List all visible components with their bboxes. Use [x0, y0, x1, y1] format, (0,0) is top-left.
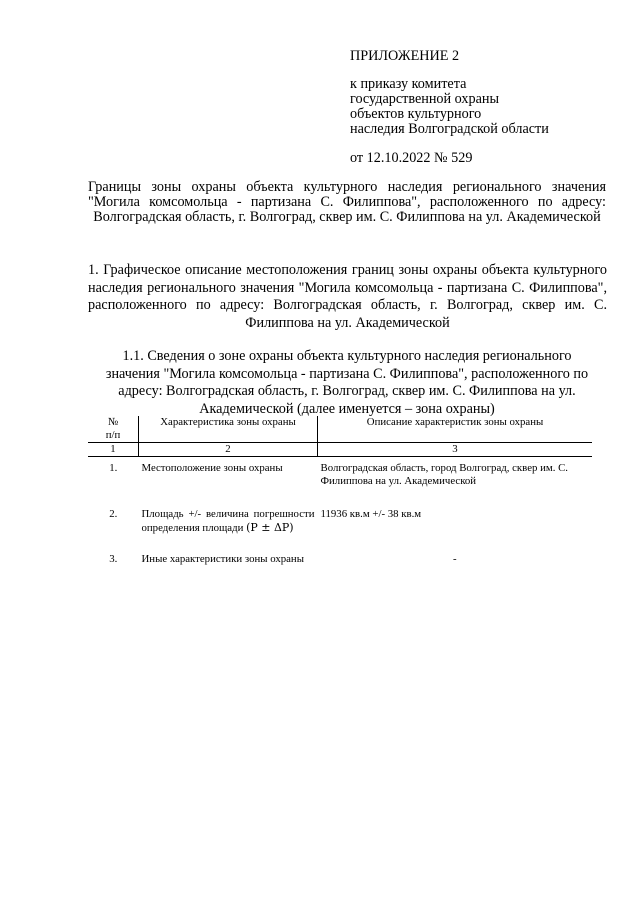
- header-characteristic: Характеристика зоны охраны: [139, 416, 318, 443]
- header-num: [88, 416, 139, 443]
- appendix-line: к приказу комитета: [350, 76, 467, 92]
- row-number: 1.: [109, 462, 118, 474]
- column-number: 2: [139, 443, 318, 457]
- table-row: [88, 535, 592, 566]
- row-number: 2.: [109, 508, 118, 520]
- appendix-title: ПРИЛОЖЕНИЕ 2: [350, 48, 460, 64]
- appendix-line: государственной охраны: [350, 91, 500, 107]
- subsection-1-1-heading: 1.1. Сведения о зоне охраны объекта культурного наследия регионального значения "Могила комсомольца - партизана С. Филиппова", расположенного по адресу: Волгоградская область, г. Волгоград, сквер им. С. Филиппова на ул. Академической (далее именуется – зона охраны): [105, 348, 589, 417]
- section-1-heading: 1. Графическое описание местоположения границ зоны охраны объекта культурного наследия регионального значения "Могила комсомольца - партизана С. Филиппова", расположенного по адресу: Волгоградская область, г. Волгоград, сквер им. С. Филиппова на ул. Академической: [88, 262, 607, 331]
- header-description: Описание характеристик зоны охраны: [366, 416, 544, 428]
- appendix-header: [350, 48, 610, 166]
- table-header-row: [88, 416, 592, 443]
- table-row: [88, 488, 592, 535]
- area-formula: (P ± ΔP): [246, 521, 294, 534]
- header-num-line1: №: [107, 416, 119, 428]
- row-description: Волгоградская область, город Волгоград, сквер им. С. Филиппова на ул. Академической: [320, 462, 569, 487]
- column-number: 3: [318, 443, 593, 457]
- table-column-numbers-row: [88, 443, 592, 457]
- column-number: 1: [88, 443, 139, 457]
- row-characteristic-cell: [139, 488, 318, 535]
- row-description: -: [452, 553, 457, 565]
- document-title: Границы зоны охраны объекта культурного наследия регионального значения "Могила комсомольца - партизана С. Филиппова", расположенного по адресу: Волгоградская область, г. Волгоград, сквер им. С. Филиппова на ул. Академической: [88, 179, 606, 225]
- appendix-line: объектов культурного: [350, 106, 482, 122]
- row-description: 11936 кв.м +/- 38 кв.м: [320, 508, 422, 520]
- row-number: 3.: [109, 553, 118, 565]
- zone-info-table: [88, 416, 592, 566]
- appendix-line: наследия Волгоградской области: [350, 121, 549, 137]
- row-characteristic: Площадь +/- величина погрешности определения площади: [141, 508, 315, 534]
- header-num-line2: п/п: [105, 429, 121, 441]
- row-characteristic: Местоположение зоны охраны: [141, 462, 283, 474]
- table-row: [88, 457, 592, 489]
- row-characteristic: Иные характеристики зоны охраны: [141, 553, 304, 565]
- order-date-number: от 12.10.2022 № 529: [350, 150, 473, 166]
